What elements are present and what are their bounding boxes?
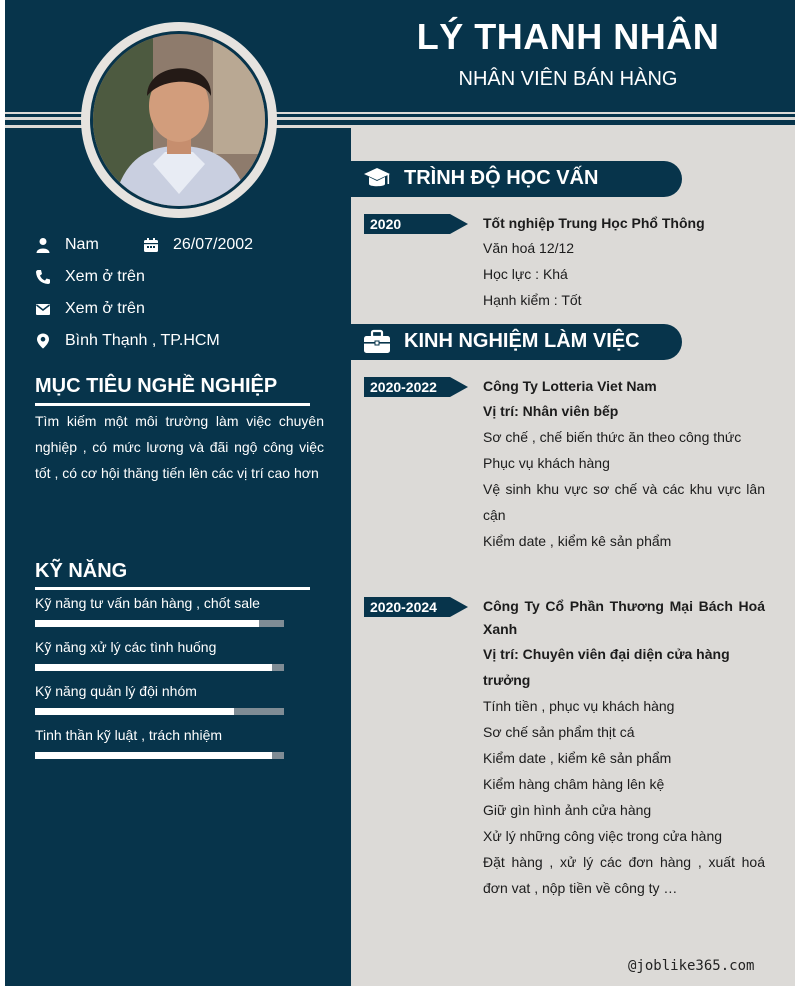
- objective-heading: MỤC TIÊU NGHỀ NGHIỆP: [35, 375, 278, 397]
- skill-label: Kỹ năng tư vấn bán hàng , chốt sale: [35, 595, 260, 611]
- education-heading: TRÌNH ĐỘ HỌC VẤN: [404, 167, 599, 189]
- skill-bar: [35, 752, 284, 759]
- job-period: 2020-2022: [364, 377, 450, 397]
- job-entry: [483, 375, 765, 554]
- company-name: Công Ty Lotteria Viet Nam: [483, 378, 657, 394]
- job-task: Phục vụ khách hàng: [483, 455, 610, 471]
- job-task: Sơ chế , chế biến thức ăn theo công thức: [483, 429, 742, 445]
- objective-text: Tìm kiếm một môi trường làm việc chuyên nghiệp , có mức lương và đãi ngộ công việc tốt , có cơ hội thăng tiến lên các vị trí cao hơn: [35, 413, 324, 481]
- phone-row: [35, 268, 235, 288]
- envelope-icon: [35, 301, 51, 317]
- calendar-icon: [143, 237, 159, 253]
- job-task: Sơ chế sản phẩm thịt cá: [483, 724, 635, 740]
- address-value: Bình Thạnh , TP.HCM: [65, 332, 220, 349]
- phone-value: Xem ở trên: [65, 268, 145, 285]
- experience-heading: KINH NGHIỆM LÀM VIỆC: [404, 330, 640, 352]
- person-icon: [35, 237, 51, 253]
- job-task: Vệ sinh khu vực sơ chế và các khu vực lân cận: [483, 481, 765, 523]
- profile-photo: [90, 31, 268, 209]
- skill-bar: [35, 664, 284, 671]
- skill-bar: [35, 620, 284, 627]
- job-task: Xử lý những công việc trong cửa hàng: [483, 828, 723, 844]
- profile-photo-illustration: [93, 34, 265, 206]
- skill-bar-fill: [35, 752, 272, 759]
- skill-item: [35, 595, 285, 611]
- skill-label: Tinh thần kỹ luật , trách nhiệm: [35, 727, 223, 743]
- education-section-header: [351, 161, 682, 197]
- skill-bar: [35, 708, 284, 715]
- skill-bar-fill: [35, 664, 272, 671]
- education-title: Tốt nghiệp Trung Học Phổ Thông: [483, 215, 705, 231]
- job-title: NHÂN VIÊN BÁN HÀNG: [458, 68, 678, 90]
- job-task: Kiểm hàng châm hàng lên kệ: [483, 776, 665, 792]
- resume-page: [5, 0, 795, 986]
- job-task: Đặt hàng , xử lý các đơn hàng , xuất hoá đơn vat , nộp tiền về công ty …: [483, 854, 765, 896]
- job-role: Vị trí: Chuyên viên đại diện cửa hàng trưởng: [483, 646, 730, 688]
- job-entry: [483, 595, 765, 901]
- objective-underline: [35, 403, 310, 406]
- graduation-cap-icon: [363, 166, 391, 192]
- job-task: Tính tiền , phục vụ khách hàng: [483, 698, 675, 714]
- job-role: Vị trí: Nhân viên bếp: [483, 403, 619, 419]
- job-task: Kiểm date , kiểm kê sản phẩm: [483, 750, 672, 766]
- avatar: [81, 22, 277, 218]
- experience-section-header: [351, 324, 682, 360]
- birthday-row: [143, 236, 293, 256]
- skill-bar-fill: [35, 620, 259, 627]
- candidate-name: LÝ THANH NHÂN: [416, 16, 720, 57]
- skill-item: [35, 639, 285, 655]
- location-pin-icon: [35, 333, 51, 349]
- email-row: [35, 300, 235, 320]
- sidebar: [5, 128, 351, 986]
- email-value: Xem ở trên: [65, 300, 145, 317]
- skills-heading: KỸ NĂNG: [35, 560, 128, 582]
- briefcase-icon: [363, 329, 391, 355]
- gender-value: Nam: [65, 236, 99, 253]
- job-task: Giữ gìn hình ảnh cửa hàng: [483, 802, 652, 818]
- skill-item: [35, 683, 285, 699]
- phone-icon: [35, 269, 51, 285]
- skill-item: [35, 727, 285, 743]
- job-task: Kiểm date , kiểm kê sản phẩm: [483, 533, 672, 549]
- gender-row: [35, 236, 125, 256]
- education-line: Văn hoá 12/12: [483, 240, 575, 256]
- education-line: Hạnh kiểm : Tốt: [483, 292, 582, 308]
- skills-underline: [35, 587, 310, 590]
- skill-label: Kỹ năng xử lý các tình huống: [35, 639, 217, 655]
- education-entry: [483, 212, 765, 313]
- job-period: 2020-2024: [364, 597, 450, 617]
- address-row: [35, 332, 295, 352]
- education-year: 2020: [364, 214, 450, 234]
- education-line: Học lực : Khá: [483, 266, 568, 282]
- company-name: Công Ty Cổ Phần Thương Mại Bách Hoá Xanh: [483, 598, 765, 637]
- birthday-value: 26/07/2002: [173, 236, 254, 253]
- watermark-text: @joblike365.com: [628, 958, 755, 974]
- skill-label: Kỹ năng quản lý đội nhóm: [35, 683, 197, 699]
- skill-bar-fill: [35, 708, 234, 715]
